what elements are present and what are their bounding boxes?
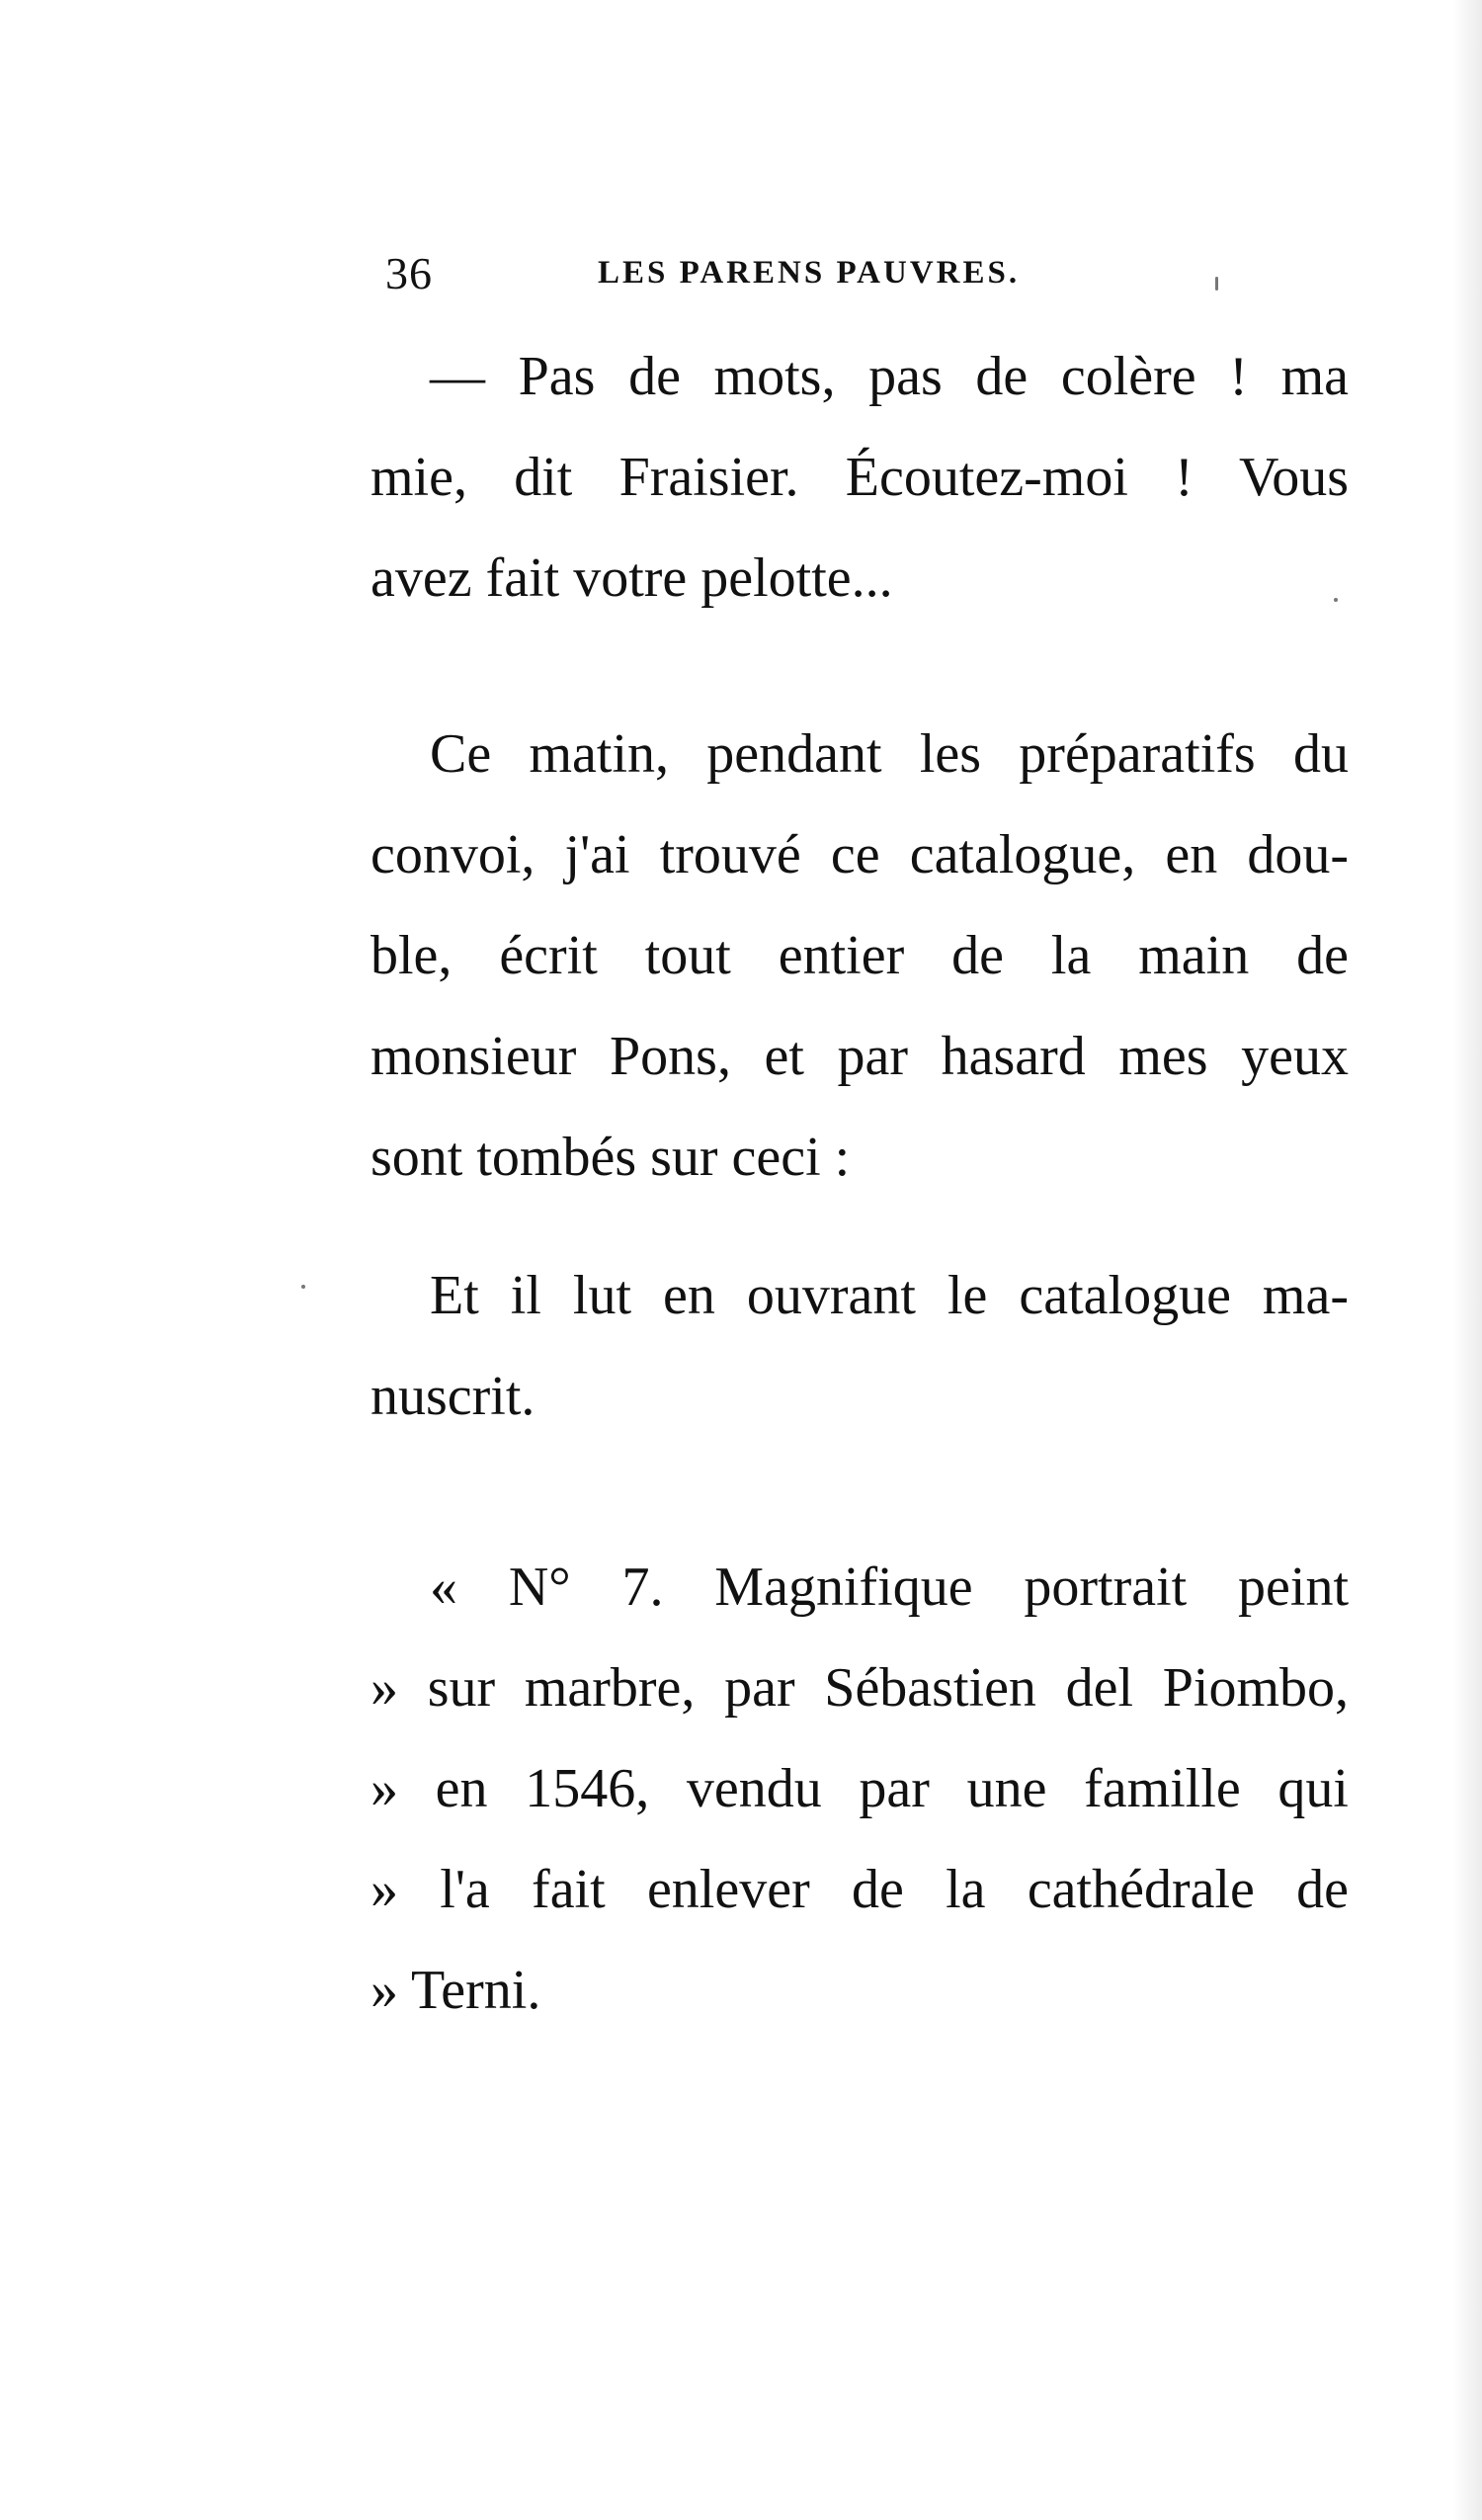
text-line: avez fait votre pelotte... <box>370 547 893 609</box>
running-title: LES PARENS PAUVRES. <box>598 255 1021 291</box>
paragraph-reading <box>370 1245 1349 1447</box>
text-line: ble, écrit tout entier de la main de <box>370 925 1349 986</box>
text-line: monsieur Pons, et par hasard mes yeux <box>370 1026 1349 1087</box>
page-number: 36 <box>385 248 433 298</box>
paragraph-catalogue <box>370 704 1349 1208</box>
quote-line: » sur marbre, par Sébastien del Piombo, <box>370 1657 1349 1719</box>
text-line: convoi, j'ai trouvé ce catalogue, en dou- <box>370 824 1349 885</box>
quote-line: « N° 7. Magnifique portrait peint <box>430 1556 1349 1618</box>
text-line: nuscrit. <box>370 1366 535 1427</box>
text-line: Ce matin, pendant les préparatifs du <box>430 723 1349 785</box>
page-edge-shadow <box>1452 0 1482 2520</box>
text-line: sont tombés sur ceci : <box>370 1127 851 1188</box>
paragraph-dialogue <box>370 326 1349 629</box>
text-line: mie, dit Fraisier. Écoutez-moi ! Vous <box>370 447 1349 508</box>
quote-line: » en 1546, vendu par une famille qui <box>370 1758 1349 1819</box>
running-head <box>385 247 1373 306</box>
paragraph-quotation <box>370 1537 1349 2041</box>
paper-speck <box>301 1285 305 1289</box>
text-line: — Pas de mots, pas de colère ! ma <box>430 346 1349 407</box>
quote-line: » Terni. <box>370 1960 541 2021</box>
paper-speck <box>1215 277 1218 291</box>
text-line: Et il lut en ouvrant le catalogue ma- <box>430 1265 1349 1326</box>
quote-line: » l'a fait enlever de la cathédrale de <box>370 1859 1349 1920</box>
paper-speck <box>1334 598 1338 602</box>
